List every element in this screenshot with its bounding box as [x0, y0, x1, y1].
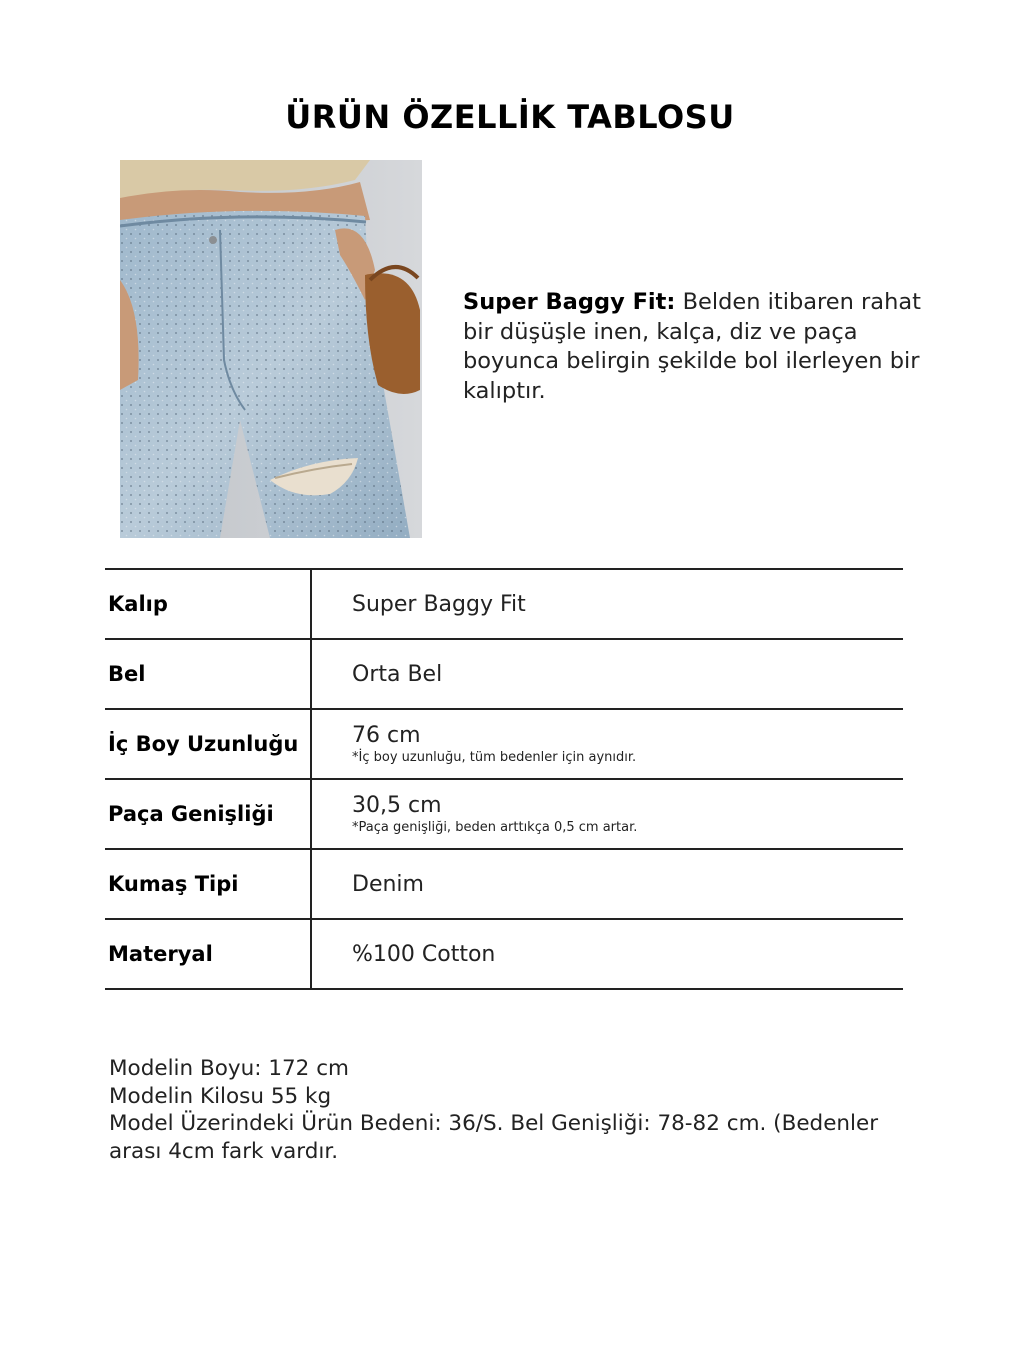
spec-value-cell [311, 919, 903, 989]
fit-description-text: Belden itibaren rahat bir düşüşle inen, kalça, diz ve paça boyunca belirgin şekilde bol ilerleyen bir kalıptır. [463, 289, 921, 404]
table-row [105, 779, 903, 849]
spec-value-cell [311, 639, 903, 709]
product-photo [120, 160, 422, 538]
page-title: ÜRÜN ÖZELLİK TABLOSU [285, 98, 735, 136]
model-size: Model Üzerindeki Ürün Bedeni: 36/S. Bel Genişliği: 78-82 cm. (Bedenler arası 4cm fark vardır. [109, 1111, 879, 1164]
spec-label: İç Boy Uzunluğu [105, 709, 311, 779]
fit-description [463, 288, 923, 406]
table-row [105, 849, 903, 919]
spec-table [105, 568, 903, 990]
table-row [105, 639, 903, 709]
spec-label: Kalıp [105, 569, 311, 639]
spec-value-cell [311, 569, 903, 639]
spec-value-cell [311, 849, 903, 919]
model-weight: Modelin Kilosu 55 kg [109, 1083, 332, 1109]
model-info [109, 1055, 909, 1165]
spec-value: Super Baggy Fit [352, 591, 526, 617]
spec-note: *İç boy uzunluğu, tüm bedenler için aynıdır. [352, 750, 637, 765]
fit-description-label: Super Baggy Fit: [463, 289, 676, 315]
spec-label: Bel [105, 639, 311, 709]
spec-value-cell [311, 709, 903, 779]
spec-value: 76 cm [352, 723, 421, 748]
table-row [105, 709, 903, 779]
spec-value: %100 Cotton [352, 941, 496, 967]
spec-value: 30,5 cm [352, 793, 442, 818]
table-row [105, 569, 903, 639]
spec-value: Orta Bel [352, 661, 443, 687]
spec-label: Paça Genişliği [105, 779, 311, 849]
spec-label: Materyal [105, 919, 311, 989]
spec-value-cell [311, 779, 903, 849]
table-row [105, 919, 903, 989]
spec-note: *Paça genişliği, beden arttıkça 0,5 cm artar. [352, 820, 638, 835]
jeans-model-photo-icon [120, 160, 422, 538]
spec-label: Kumaş Tipi [105, 849, 311, 919]
spec-value: Denim [352, 871, 424, 897]
model-height: Modelin Boyu: 172 cm [109, 1056, 349, 1081]
